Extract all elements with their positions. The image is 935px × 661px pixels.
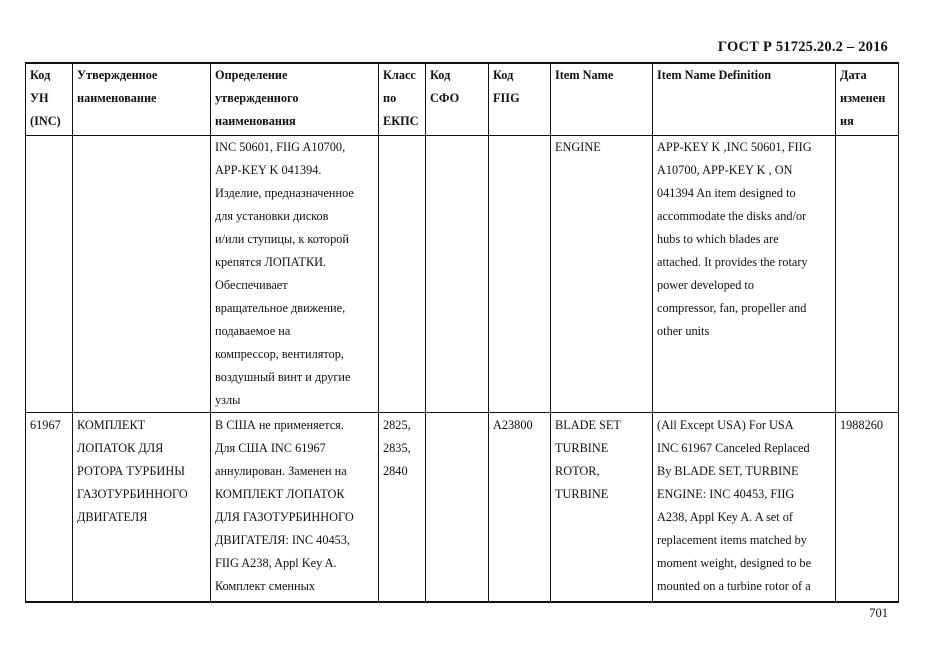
cell-line: КОМПЛЕКТ <box>77 418 146 432</box>
cell-line: INC 50601, FIIG A10700, <box>215 140 346 154</box>
cell-line: BLADE SET <box>555 418 621 432</box>
cell-line: Код <box>430 68 451 82</box>
cell-line: accommodate the disks and/or <box>657 209 807 223</box>
cell-line: compressor, fan, propeller and <box>657 301 807 315</box>
header-code-un <box>26 63 73 136</box>
cell-line: Item Name <box>555 68 614 82</box>
cell-line: 2825, <box>383 418 411 432</box>
cell-line: A10700, APP-KEY K , ON <box>657 163 793 177</box>
cell-line: ия <box>840 114 854 128</box>
cell-line: INC 61967 Canceled Replaced <box>657 441 810 455</box>
cell-line: FIIG <box>493 91 520 105</box>
table-row-continuation <box>26 136 899 413</box>
cell-line: other units <box>657 324 710 338</box>
cell-line: ENGINE: INC 40453, FIIG <box>657 487 795 501</box>
header-class-ekps <box>379 63 426 136</box>
cell-line: Определение <box>215 68 288 82</box>
cell-line: Код <box>30 68 51 82</box>
cell-line: Дата <box>840 68 867 82</box>
cell-line: APP-KEY K 041394. <box>215 163 322 177</box>
cell-date-changed <box>836 136 899 413</box>
cell-line: ГАЗОТУРБИННОГО <box>77 487 188 501</box>
cell-line: В США не применяется. <box>215 418 344 432</box>
cell-line: ЛОПАТОК ДЛЯ <box>77 441 164 455</box>
cell-line: КОМПЛЕКТ ЛОПАТОК <box>215 487 345 501</box>
cell-line: Изделие, предназначенное <box>215 186 354 200</box>
cell-approved-name <box>73 413 211 603</box>
cell-line: ДВИГАТЕЛЯ: INC 40453, <box>215 533 351 547</box>
cell-line: утвержденного <box>215 91 299 105</box>
cell-line: A238, Appl Key A. A set of <box>657 510 793 524</box>
header-item-name <box>551 63 653 136</box>
cell-line: 2840 <box>383 464 408 478</box>
cell-line: компрессор, вентилятор, <box>215 347 345 361</box>
cell-class-ekps <box>379 136 426 413</box>
cell-line: replacement items matched by <box>657 533 807 547</box>
cell-definition <box>211 136 379 413</box>
cell-line: Item Name Definition <box>657 68 772 82</box>
cell-line: вращательное движение, <box>215 301 346 315</box>
cell-line: РОТОРА ТУРБИНЫ <box>77 464 185 478</box>
header-approved-name <box>73 63 211 136</box>
cell-code-sfo <box>426 413 489 603</box>
cell-line: power developed to <box>657 278 754 292</box>
cell-line: 61967 <box>30 418 61 432</box>
table-row-61967 <box>26 413 899 603</box>
cell-line: крепятся ЛОПАТКИ. <box>215 255 327 269</box>
cell-line: и/или ступицы, к которой <box>215 232 349 246</box>
cell-code-fiig <box>489 136 551 413</box>
cell-class-ekps <box>379 413 426 603</box>
cell-line: (All Except USA) For USA <box>657 418 794 432</box>
cell-line: наименования <box>215 114 296 128</box>
cell-line: воздушный винт и другие <box>215 370 351 384</box>
inc-table <box>25 62 899 603</box>
cell-line: аннулирован. Заменен на <box>215 464 347 478</box>
cell-line: 1988260 <box>840 418 884 432</box>
cell-line: Класс <box>383 68 416 82</box>
cell-code-un <box>26 136 73 413</box>
header-definition <box>211 63 379 136</box>
cell-line: ЕКПС <box>383 114 419 128</box>
cell-line: 041394 An item designed to <box>657 186 796 200</box>
cell-line: By BLADE SET, TURBINE <box>657 464 799 478</box>
cell-line: TURBINE <box>555 441 609 455</box>
cell-line: ROTOR, <box>555 464 600 478</box>
cell-code-un <box>26 413 73 603</box>
cell-item-name <box>551 136 653 413</box>
cell-line: УН <box>30 91 49 105</box>
cell-line: наименование <box>77 91 157 105</box>
cell-line: Утвержденное <box>77 68 158 82</box>
cell-line: attached. It provides the rotary <box>657 255 808 269</box>
cell-line: APP-KEY K ,INC 50601, FIIG <box>657 140 812 154</box>
cell-item-name <box>551 413 653 603</box>
cell-line: Код <box>493 68 514 82</box>
cell-item-name-definition <box>653 136 836 413</box>
table-header-row <box>26 63 899 136</box>
header-code-sfo <box>426 63 489 136</box>
cell-code-fiig <box>489 413 551 603</box>
cell-line: Комплект сменных <box>215 579 315 593</box>
page-number: 701 <box>869 606 888 620</box>
cell-line: mounted on a turbine rotor of a <box>657 579 811 593</box>
cell-item-name-definition <box>653 413 836 603</box>
cell-definition <box>211 413 379 603</box>
document-header: ГОСТ Р 51725.20.2 – 2016 <box>717 39 888 55</box>
cell-line: 2835, <box>383 441 411 455</box>
header-code-fiig <box>489 63 551 136</box>
cell-line: ENGINE <box>555 140 601 154</box>
cell-approved-name <box>73 136 211 413</box>
cell-line: ДВИГАТЕЛЯ <box>77 510 148 524</box>
cell-line: по <box>383 91 397 105</box>
cell-line: Обеспечивает <box>215 278 288 292</box>
cell-code-sfo <box>426 136 489 413</box>
cell-line: TURBINE <box>555 487 609 501</box>
cell-line: ДЛЯ ГАЗОТУРБИННОГО <box>215 510 354 524</box>
cell-line: (INC) <box>30 114 61 128</box>
cell-line: A23800 <box>493 418 533 432</box>
cell-line: изменен <box>840 91 886 105</box>
header-item-name-definition <box>653 63 836 136</box>
cell-line: FIIG A238, Appl Key A. <box>215 556 337 570</box>
cell-line: moment weight, designed to be <box>657 556 812 570</box>
cell-line: узлы <box>215 393 241 407</box>
cell-date-changed <box>836 413 899 603</box>
cell-line: подаваемое на <box>215 324 291 338</box>
cell-line: Для США INC 61967 <box>215 441 326 455</box>
cell-line: hubs to which blades are <box>657 232 779 246</box>
header-date-changed <box>836 63 899 136</box>
cell-line: для установки дисков <box>215 209 329 223</box>
cell-line: СФО <box>430 91 460 105</box>
